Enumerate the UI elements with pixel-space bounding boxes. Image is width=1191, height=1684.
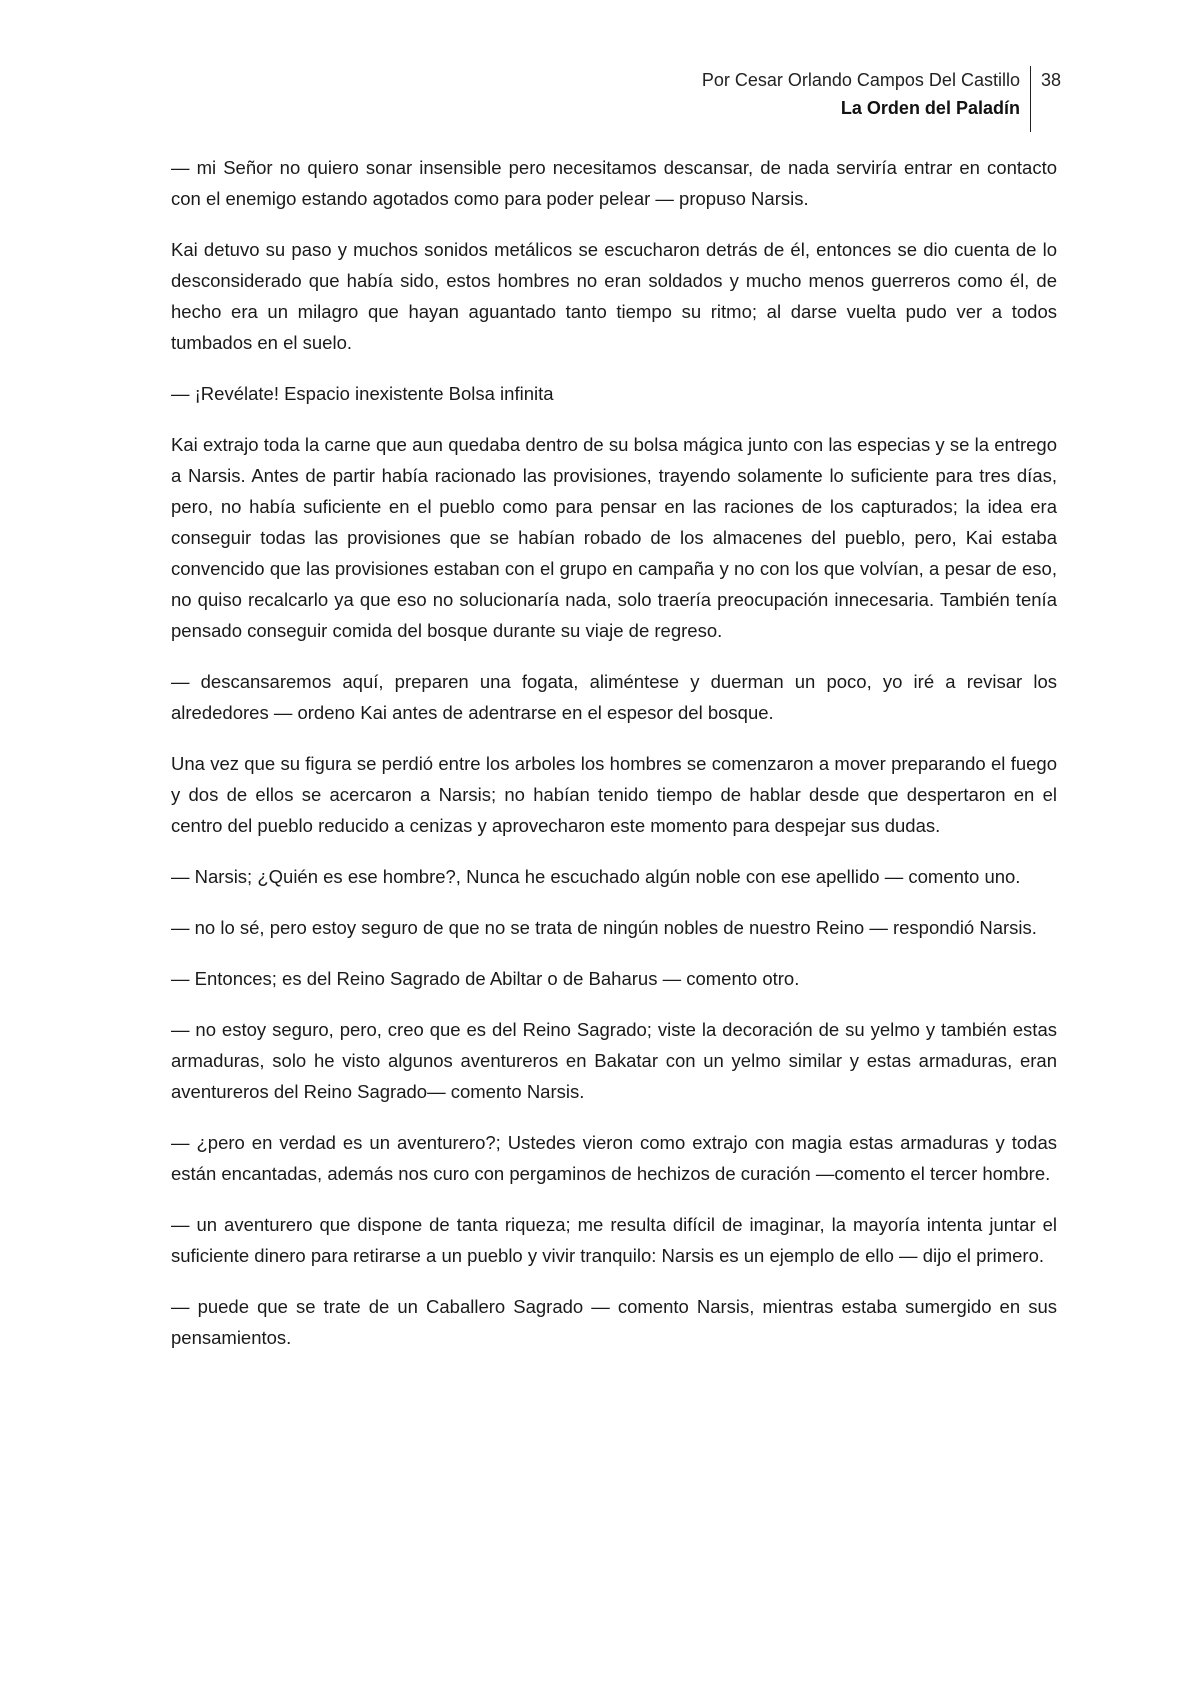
paragraph: — Entonces; es del Reino Sagrado de Abiltar o de Baharus — comento otro. (171, 968, 800, 989)
page-header (702, 66, 1061, 132)
running-header (702, 66, 1031, 132)
paragraph: — un aventurero que dispone de tanta riqueza; me resulta difícil de imaginar, la mayoría intenta juntar el suficiente dinero para retirarse a un pueblo y vivir tranquilo: Narsis es un ejemplo de ello — dijo el primero. (171, 1214, 1057, 1266)
paragraph: Una vez que su figura se perdió entre los arboles los hombres se comenzaron a mover preparando el fuego y dos de ellos se acercaron a Narsis; no habían tenido tiempo de hablar desde que despertaron en el centro del pueblo reducido a cenizas y aprovecharon este momento para despejar sus dudas. (171, 753, 1057, 836)
paragraph: — descansaremos aquí, preparen una fogata, aliméntese y duerman un poco, yo iré a revisar los alrededores — ordeno Kai antes de adentrarse en el espesor del bosque. (171, 671, 1057, 723)
body-text (171, 152, 1057, 1373)
paragraph: — Narsis; ¿Quién es ese hombre?, Nunca he escuchado algún noble con ese apellido — comento uno. (171, 866, 1021, 887)
paragraph: — no lo sé, pero estoy seguro de que no se trata de ningún nobles de nuestro Reino — respondió Narsis. (171, 917, 1037, 938)
paragraph: — puede que se trate de un Caballero Sagrado — comento Narsis, mientras estaba sumergido en sus pensamientos. (171, 1296, 1057, 1348)
paragraph: Kai extrajo toda la carne que aun quedaba dentro de su bolsa mágica junto con las especias y se la entrego a Narsis. Antes de partir había racionado las provisiones, trayendo solamente lo suficiente para tres días, pero, no había suficiente en el pueblo como para pensar en las raciones de los capturados; la idea era conseguir todas las provisiones que se habían robado de los almacenes del pueblo, pero, Kai estaba convencido que las provisiones estaban con el grupo en campaña y no con los que volvían, a pesar de eso, no quiso recalcarlo ya que eso no solucionaría nada, solo traería preocupación innecesaria. También tenía pensado conseguir comida del bosque durante su viaje de regreso. (171, 434, 1057, 641)
header-author: Por Cesar Orlando Campos Del Castillo (701, 70, 1020, 90)
page-number: 38 (1040, 70, 1061, 90)
paragraph: — ¡Revélate! Espacio inexistente Bolsa infinita (171, 383, 554, 404)
paragraph: — ¿pero en verdad es un aventurero?; Ustedes vieron como extrajo con magia estas armaduras y todas están encantadas, además nos curo con pergaminos de hechizos de curación —comento el tercer hombre. (171, 1132, 1057, 1184)
header-book-title: La Orden del Paladín (840, 98, 1020, 118)
paragraph: — no estoy seguro, pero, creo que es del Reino Sagrado; viste la decoración de su yelmo y también estas armaduras, solo he visto algunos aventureros en Bakatar con un yelmo similar y estas armaduras, eran aventureros del Reino Sagrado— comento Narsis. (171, 1019, 1057, 1102)
paragraph: — mi Señor no quiero sonar insensible pero necesitamos descansar, de nada serviría entrar en contacto con el enemigo estando agotados como para poder pelear — propuso Narsis. (171, 157, 1057, 209)
paragraph: Kai detuvo su paso y muchos sonidos metálicos se escucharon detrás de él, entonces se dio cuenta de lo desconsiderado que había sido, estos hombres no eran soldados y mucho menos guerreros como él, de hecho era un milagro que hayan aguantado tanto tiempo su ritmo; al darse vuelta pudo ver a todos tumbados en el suelo. (171, 239, 1057, 353)
